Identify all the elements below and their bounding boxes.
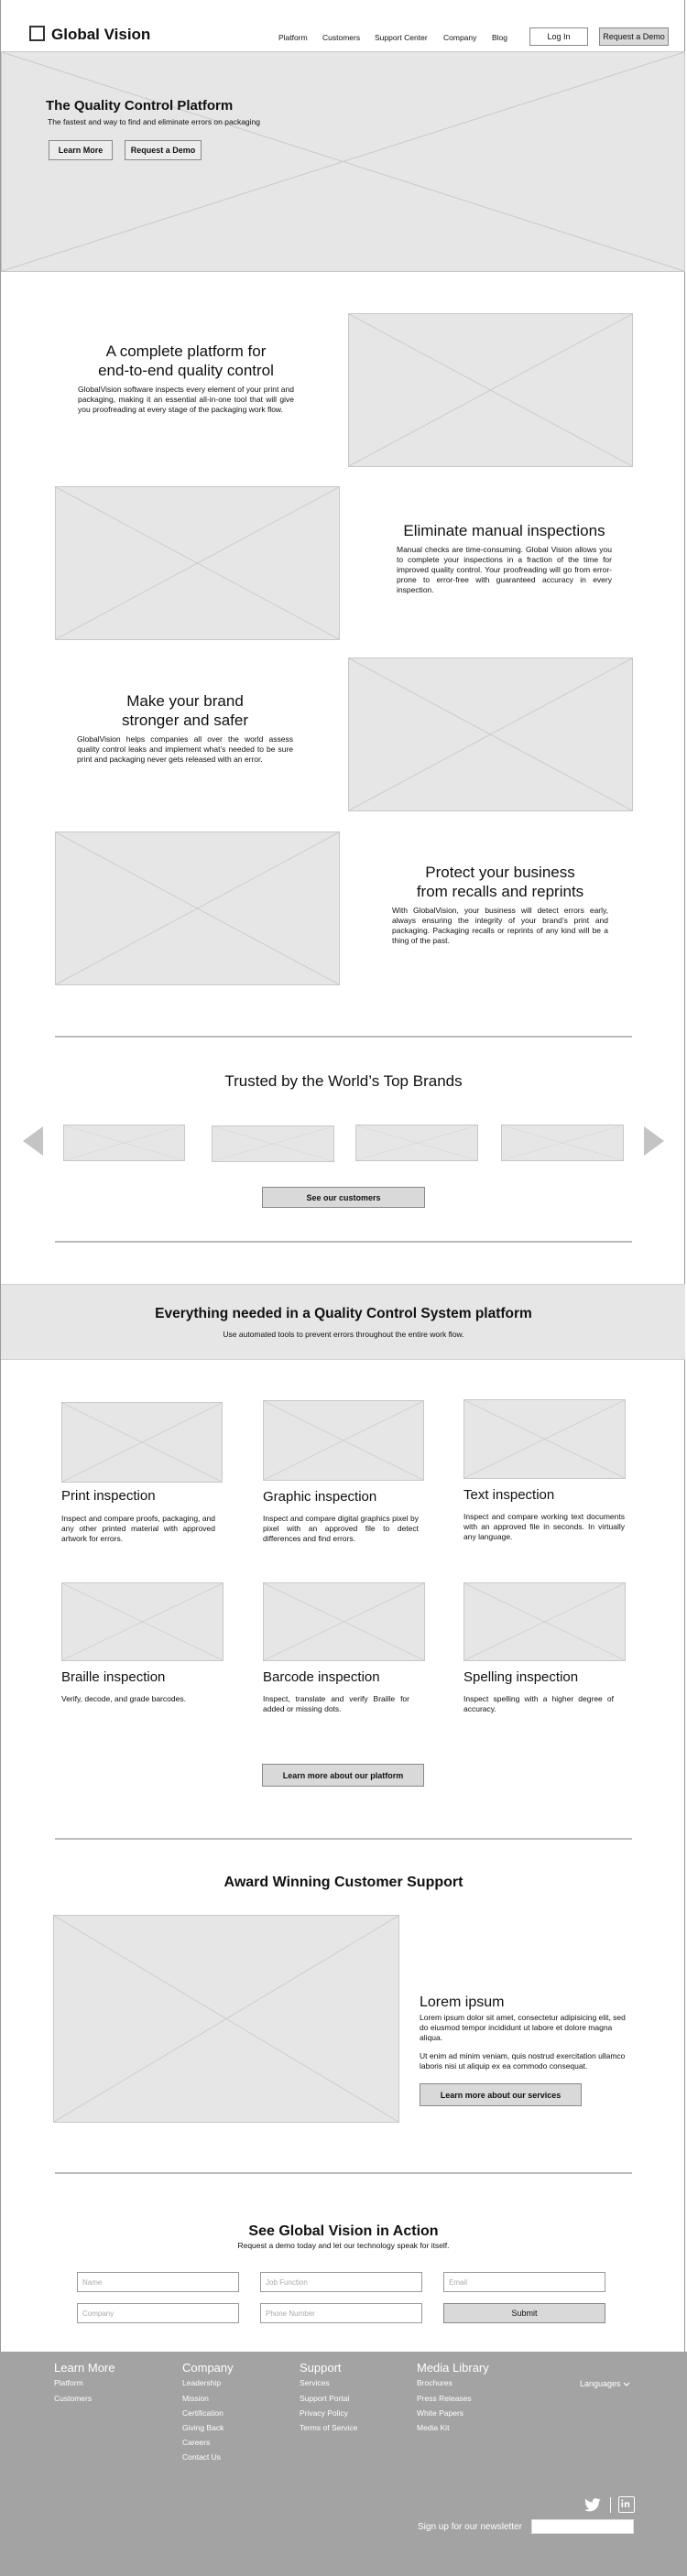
footer-link-services[interactable]: Services — [300, 2378, 330, 2387]
brand-logo — [355, 1125, 478, 1161]
footer-link-giving-back[interactable]: Giving Back — [182, 2423, 224, 2432]
inspection-image — [61, 1582, 224, 1661]
inspection-title-graphic: Graphic inspection — [263, 1489, 377, 1505]
learn-services-button[interactable]: Learn more about our services — [420, 2083, 582, 2106]
hero-subtitle: The fastest and way to find and eliminate errors on packaging — [48, 117, 260, 126]
feature-2-title: Eliminate manual inspections — [403, 522, 605, 539]
footer-link-customers[interactable]: Customers — [54, 2394, 93, 2403]
carousel-left-arrow-icon[interactable] — [23, 1126, 43, 1156]
inspection-title-text: Text inspection — [463, 1487, 555, 1503]
feature-4-title-line1: Protect your business — [425, 864, 575, 881]
footer-link-media-kit[interactable]: Media Kit — [417, 2423, 450, 2432]
inspection-image — [263, 1582, 425, 1661]
inspection-text-barcode: Inspect, translate and verify Braille for added or missing dots. — [263, 1694, 409, 1713]
divider — [55, 2172, 632, 2174]
footer-link-platform[interactable]: Platform — [54, 2378, 83, 2387]
brand-logo — [501, 1125, 624, 1161]
support-para-2: Ut enim ad minim veniam, quis nostrud exercitation ullamco laboris nisi ut aliquip ex ea commodo consequat. — [420, 2051, 626, 2071]
feature-4-image — [55, 831, 340, 985]
social-divider — [610, 2497, 611, 2513]
footer-heading-company: Company — [182, 2361, 234, 2375]
footer-heading-media-library: Media Library — [417, 2361, 489, 2375]
footer-link-certification[interactable]: Certification — [182, 2408, 224, 2418]
site-header — [0, 0, 687, 51]
footer-link-leadership[interactable]: Leadership — [182, 2378, 222, 2387]
submit-button[interactable]: Submit — [443, 2303, 605, 2323]
support-para-1: Lorem ipsum dolor sit amet, consectetur adipisicing elit, sed do eiusmod tempor incididunt ut labore et dolore magna aliqua. — [420, 2013, 626, 2042]
inspection-image — [61, 1402, 223, 1483]
divider — [55, 1838, 632, 1840]
inspection-title-braille: Braille inspection — [61, 1669, 166, 1685]
company-field[interactable]: Company — [77, 2303, 239, 2323]
feature-1-title-line2: end-to-end quality control — [98, 362, 274, 379]
logo-icon[interactable] — [29, 26, 45, 41]
feature-3-text — [77, 691, 293, 765]
footer-link-press-releases[interactable]: Press Releases — [417, 2394, 472, 2403]
inspection-text-text: Inspect and compare working text documents with an approved file in seconds. In virtually any language. — [463, 1512, 625, 1541]
inspection-image — [463, 1399, 626, 1479]
qc-banner-subtitle: Use automated tools to prevent errors throughout the entire work flow. — [223, 1330, 464, 1339]
footer-link-careers[interactable]: Careers — [182, 2438, 211, 2447]
job-function-field[interactable]: Job Function — [260, 2272, 422, 2292]
see-customers-button[interactable]: See our customers — [262, 1187, 425, 1208]
support-subtitle: Lorem ipsum — [420, 1994, 505, 2010]
footer-link-support-portal[interactable]: Support Portal — [300, 2394, 350, 2403]
newsletter-email-input[interactable] — [531, 2519, 634, 2534]
login-button[interactable]: Log In — [529, 27, 588, 46]
hero-title: The Quality Control Platform — [46, 98, 234, 114]
feature-3-title-line1: Make your brand — [126, 692, 244, 710]
footer-link-contact-us[interactable]: Contact Us — [182, 2452, 222, 2462]
divider — [55, 1241, 632, 1243]
inspection-text-print: Inspect and compare proofs, packaging, and any other printed material with approved artwork for errors. — [61, 1514, 215, 1543]
nav-customers[interactable]: Customers — [322, 33, 361, 42]
feature-1-image — [348, 313, 633, 467]
footer-link-mission[interactable]: Mission — [182, 2394, 209, 2403]
linkedin-icon[interactable] — [618, 2496, 635, 2513]
hero-learn-more-button[interactable]: Learn More — [49, 140, 113, 160]
feature-2-text — [397, 521, 612, 595]
inspection-image — [263, 1400, 424, 1481]
action-subtitle: Request a demo today and let our technology speak for itself. — [237, 2241, 450, 2250]
feature-3-text-body: GlobalVision helps companies all over the world assess quality control leaks and implement what’s needed to be sure print and packaging never gets released with an error. — [77, 734, 293, 764]
twitter-icon[interactable] — [583, 2498, 602, 2513]
divider — [55, 1036, 632, 1038]
email-field[interactable]: Email — [443, 2272, 605, 2292]
footer-link-terms-of-service[interactable]: Terms of Service — [300, 2423, 358, 2432]
nav-company[interactable]: Company — [443, 33, 477, 42]
languages-dropdown[interactable] — [580, 2379, 630, 2388]
brand-logo — [63, 1125, 185, 1161]
footer-link-brochures[interactable]: Brochures — [417, 2378, 453, 2387]
feature-2-image — [55, 486, 340, 640]
action-title: See Global Vision in Action — [248, 2223, 439, 2239]
feature-1-text-body: GlobalVision software inspects every element of your print and packaging, making it an essential all-in-one tool that will give you proofreading at every stage of the packaging work flow. — [78, 385, 294, 414]
feature-4-text — [392, 863, 608, 946]
qc-banner-title: Everything needed in a Quality Control System platform — [155, 1306, 532, 1321]
hero-request-demo-button[interactable]: Request a Demo — [125, 140, 202, 160]
newsletter-label: Sign up for our newsletter — [418, 2522, 522, 2532]
chevron-down-icon — [623, 2382, 630, 2387]
inspection-text-braille: Verify, decode, and grade barcodes. — [61, 1694, 186, 1703]
nav-platform[interactable]: Platform — [278, 33, 308, 42]
footer-heading-learn-more: Learn More — [54, 2361, 115, 2375]
footer-heading-support: Support — [300, 2361, 342, 2375]
logo-text[interactable]: Global Vision — [51, 26, 151, 43]
nav-blog[interactable]: Blog — [492, 33, 508, 42]
feature-3-image — [348, 658, 633, 811]
feature-4-text-body: With GlobalVision, your business will detect errors early, always ensuring the integrity of your brand’s print and packaging. Packaging recalls or reprints of any kind will be a thing of the past. — [392, 906, 608, 945]
hero-banner — [1, 51, 685, 272]
footer-link-white-papers[interactable]: White Papers — [417, 2408, 464, 2418]
carousel-right-arrow-icon[interactable] — [644, 1126, 664, 1156]
nav-support-center[interactable]: Support Center — [375, 33, 428, 42]
feature-1-title-line1: A complete platform for — [105, 342, 267, 360]
feature-2-text-body: Manual checks are time-consuming. Global Vision allows you to complete your inspections in a fraction of the time for improved quality control. Your proofreading will go from error-prone to error-free with guaranteed accuracy in every inspection. — [397, 545, 612, 594]
inspection-image — [463, 1582, 626, 1661]
inspection-title-print: Print inspection — [61, 1488, 156, 1504]
brands-title: Trusted by the World’s Top Brands — [224, 1072, 463, 1090]
inspection-text-spelling: Inspect spelling with a higher degree of accuracy. — [463, 1694, 614, 1713]
phone-number-field[interactable]: Phone Number — [260, 2303, 422, 2323]
support-image — [53, 1915, 399, 2123]
support-title: Award Winning Customer Support — [224, 1875, 463, 1890]
languages-label: Languages — [580, 2379, 621, 2388]
brand-logo — [212, 1125, 334, 1162]
learn-platform-button[interactable]: Learn more about our platform — [262, 1764, 424, 1787]
inspection-title-barcode: Barcode inspection — [263, 1669, 380, 1685]
inspection-text-graphic: Inspect and compare digital graphics pixel by pixel with an approved file to detect differences and find errors. — [263, 1514, 419, 1543]
inspection-title-spelling: Spelling inspection — [463, 1669, 579, 1685]
footer-link-privacy-policy[interactable]: Privacy Policy — [300, 2408, 348, 2418]
feature-4-title-line2: from recalls and reprints — [416, 883, 584, 900]
name-field[interactable]: Name — [77, 2272, 239, 2292]
header-demo-button[interactable]: Request a Demo — [599, 27, 669, 46]
feature-1-text — [78, 342, 294, 415]
feature-3-title-line2: stronger and safer — [122, 712, 248, 729]
